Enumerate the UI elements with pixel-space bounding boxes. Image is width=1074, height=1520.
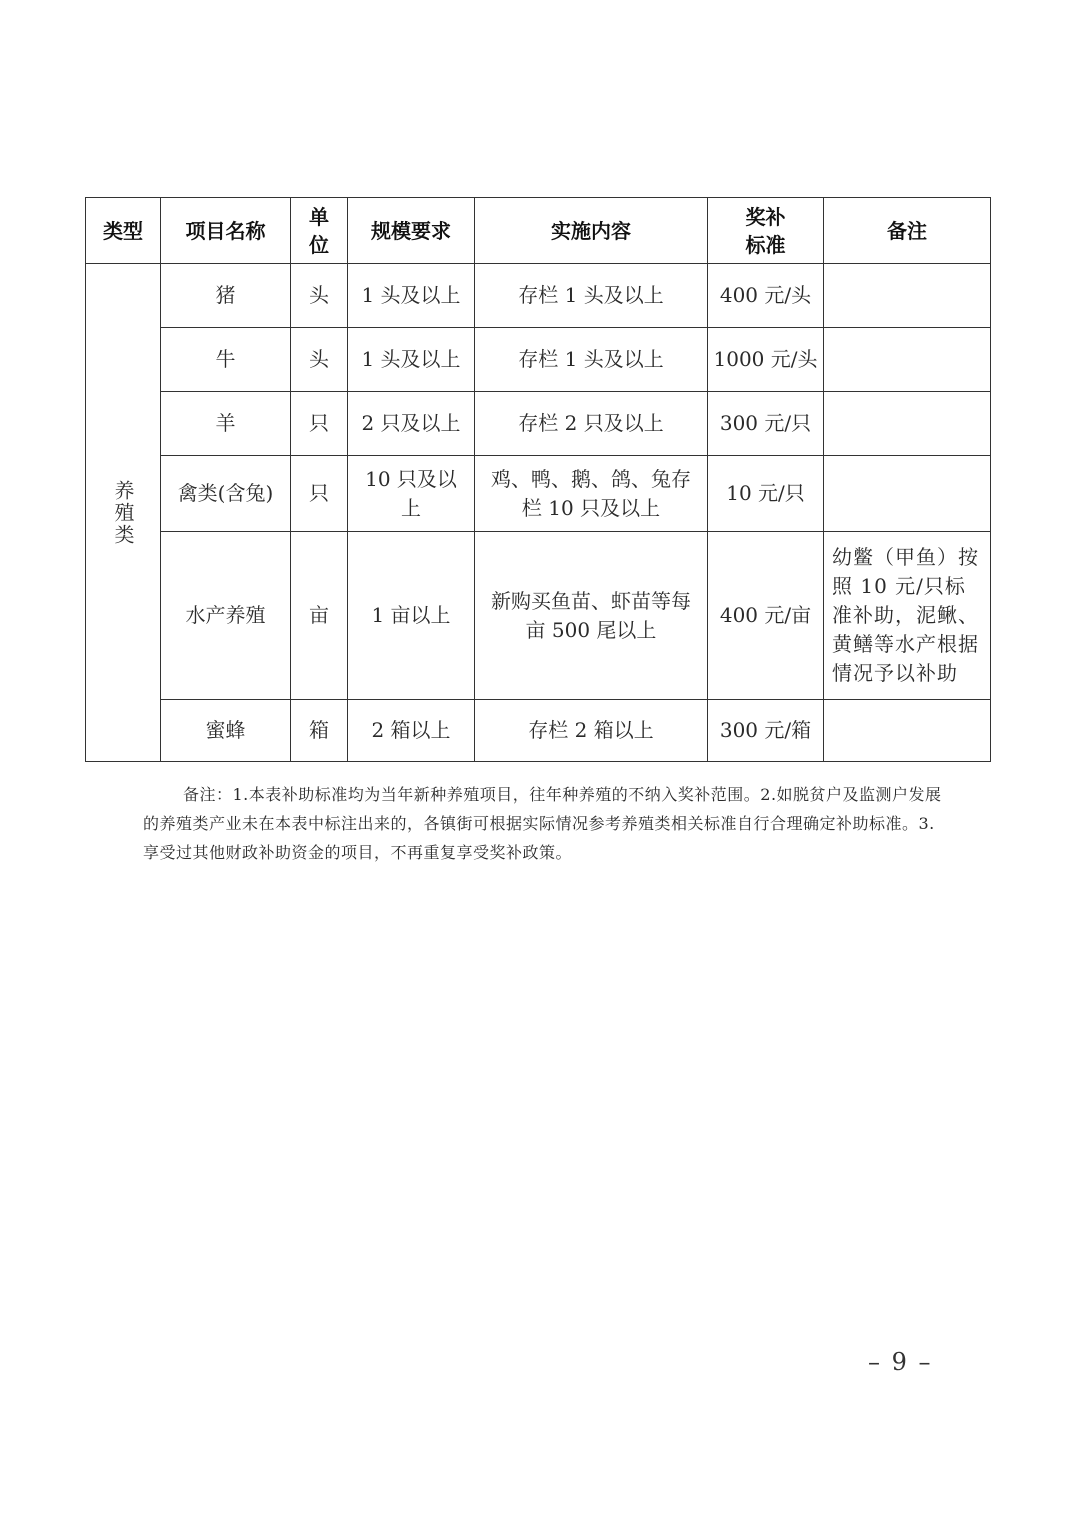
row-scale-text: 10 只及以上 xyxy=(365,466,457,520)
header-unit-text: 单位 xyxy=(309,204,329,257)
row-scale: 1 头及以上 xyxy=(348,328,475,392)
row-content xyxy=(475,532,708,700)
row-scale xyxy=(348,456,475,532)
table-row xyxy=(86,700,991,762)
row-standard: 300 元/箱 xyxy=(708,700,824,762)
row-name: 禽类(含兔) xyxy=(161,456,291,532)
row-standard: 10 元/只 xyxy=(708,456,824,532)
row-content: 存栏 2 箱以上 xyxy=(475,700,708,762)
table-row xyxy=(86,532,991,700)
row-unit: 只 xyxy=(291,456,348,532)
table-row xyxy=(86,264,991,328)
row-unit: 箱 xyxy=(291,700,348,762)
header-unit xyxy=(291,198,348,264)
row-note xyxy=(824,328,991,392)
table-header-row xyxy=(86,198,991,264)
table-row xyxy=(86,392,991,456)
row-name: 蜜蜂 xyxy=(161,700,291,762)
header-type: 类型 xyxy=(86,198,161,264)
row-standard: 400 元/亩 xyxy=(708,532,824,700)
row-name: 羊 xyxy=(161,392,291,456)
table-row xyxy=(86,456,991,532)
row-unit: 只 xyxy=(291,392,348,456)
header-scale: 规模要求 xyxy=(348,198,475,264)
row-unit: 亩 xyxy=(291,532,348,700)
page-number: – 9 – xyxy=(868,1348,933,1376)
row-name: 牛 xyxy=(161,328,291,392)
table-row xyxy=(86,328,991,392)
row-standard: 1000 元/头 xyxy=(708,328,824,392)
row-note xyxy=(824,456,991,532)
category-cell xyxy=(86,264,161,762)
row-content: 存栏 1 头及以上 xyxy=(475,264,708,328)
header-standard-text: 奖补标准 xyxy=(745,204,786,257)
row-unit: 头 xyxy=(291,328,348,392)
category-label: 养殖类 xyxy=(111,479,135,546)
row-content: 存栏 2 只及以上 xyxy=(475,392,708,456)
row-content-text: 新购买鱼苗、虾苗等每亩 500 尾以上 xyxy=(491,588,691,642)
row-note xyxy=(824,392,991,456)
row-name: 水产养殖 xyxy=(161,532,291,700)
subsidy-table xyxy=(85,197,991,762)
subsidy-table-container xyxy=(85,197,990,762)
row-scale: 1 亩以上 xyxy=(348,532,475,700)
row-unit: 头 xyxy=(291,264,348,328)
row-standard: 400 元/头 xyxy=(708,264,824,328)
header-standard xyxy=(708,198,824,264)
row-content: 存栏 1 头及以上 xyxy=(475,328,708,392)
row-standard: 300 元/只 xyxy=(708,392,824,456)
header-project-name: 项目名称 xyxy=(161,198,291,264)
header-note: 备注 xyxy=(824,198,991,264)
row-scale: 2 箱以上 xyxy=(348,700,475,762)
row-name: 猪 xyxy=(161,264,291,328)
header-content: 实施内容 xyxy=(475,198,708,264)
row-note: 幼鳖（甲鱼）按照 10 元/只标准补助，泥鳅、黄鳝等水产根据情况予以补助 xyxy=(824,532,991,700)
row-note xyxy=(824,700,991,762)
row-note xyxy=(824,264,991,328)
row-scale: 1 头及以上 xyxy=(348,264,475,328)
row-content-text: 鸡、鸭、鹅、鸽、兔存栏 10 只及以上 xyxy=(491,466,691,520)
row-scale: 2 只及以上 xyxy=(348,392,475,456)
row-content xyxy=(475,456,708,532)
table-footnote: 备注：1.本表补助标准均为当年新种养殖项目，往年种养殖的不纳入奖补范围。2.如脱贫户及监测户发展的养殖类产业未在本表中标注出来的，各镇街可根据实际情况参考养殖类相关标准自行合理确定补助标准。3.享受过其他财政补助资金的项目，不再重复享受奖补政策。 xyxy=(143,785,942,862)
